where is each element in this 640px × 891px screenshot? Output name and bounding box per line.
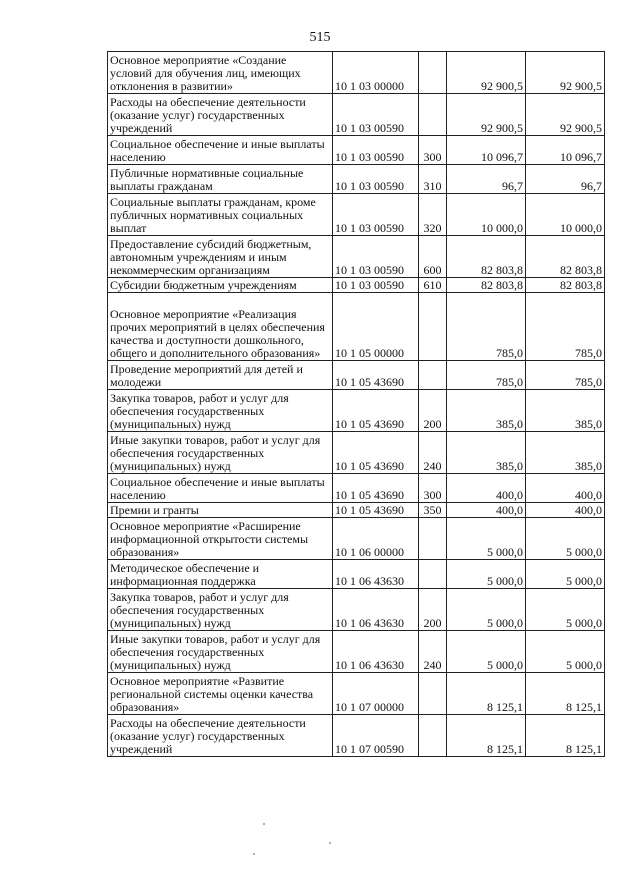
row-value-2: 785,0 (526, 293, 605, 361)
row-value-1: 5 000,0 (447, 560, 526, 589)
row-value-2: 8 125,1 (526, 673, 605, 715)
row-value-2: 8 125,1 (526, 715, 605, 757)
row-value-1: 8 125,1 (447, 673, 526, 715)
budget-table-body (108, 52, 605, 757)
row-code: 10 1 03 00590 (333, 136, 419, 165)
row-name: Основное мероприятие «Реализация прочих мероприятий в целях обеспечения качества и доступности дошкольного, общего и дополнительного образования» (108, 293, 333, 361)
row-vr: 350 (419, 503, 447, 518)
row-value-1: 10 096,7 (447, 136, 526, 165)
row-name: Основное мероприятие «Создание условий для обучения лиц, имеющих отклонения в развитии» (108, 52, 333, 94)
row-value-2: 5 000,0 (526, 560, 605, 589)
row-value-1: 92 900,5 (447, 52, 526, 94)
row-code: 10 1 07 00590 (333, 715, 419, 757)
row-code: 10 1 05 43690 (333, 474, 419, 503)
row-code: 10 1 03 00590 (333, 165, 419, 194)
row-value-1: 8 125,1 (447, 715, 526, 757)
table-row (108, 194, 605, 236)
row-value-2: 5 000,0 (526, 589, 605, 631)
table-row (108, 136, 605, 165)
row-vr (419, 361, 447, 390)
row-vr (419, 94, 447, 136)
scan-speck (253, 853, 255, 855)
page-number: 515 (309, 30, 331, 45)
table-row (108, 165, 605, 194)
row-value-2: 400,0 (526, 503, 605, 518)
row-name: Социальное обеспечение и иные выплаты населению (108, 136, 333, 165)
scan-speck (329, 842, 331, 844)
row-value-1: 82 803,8 (447, 278, 526, 293)
row-value-1: 400,0 (447, 503, 526, 518)
row-code: 10 1 03 00590 (333, 194, 419, 236)
row-code: 10 1 06 43630 (333, 560, 419, 589)
row-vr (419, 293, 447, 361)
row-value-2: 385,0 (526, 390, 605, 432)
row-name: Иные закупки товаров, работ и услуг для обеспечения государственных (муниципальных) нужд (108, 631, 333, 673)
table-row (108, 503, 605, 518)
row-value-2: 10 096,7 (526, 136, 605, 165)
row-vr: 200 (419, 390, 447, 432)
table-row (108, 432, 605, 474)
row-code: 10 1 03 00590 (333, 94, 419, 136)
row-code: 10 1 03 00590 (333, 278, 419, 293)
row-vr: 610 (419, 278, 447, 293)
table-row (108, 94, 605, 136)
row-code: 10 1 05 43690 (333, 361, 419, 390)
table-row (108, 390, 605, 432)
row-value-2: 92 900,5 (526, 94, 605, 136)
scan-speck (263, 823, 265, 825)
row-value-1: 385,0 (447, 390, 526, 432)
row-value-1: 785,0 (447, 361, 526, 390)
table-row (108, 631, 605, 673)
row-value-2: 82 803,8 (526, 236, 605, 278)
row-code: 10 1 05 43690 (333, 390, 419, 432)
row-value-1: 400,0 (447, 474, 526, 503)
row-name: Основное мероприятие «Развитие региональной системы оценки качества образования» (108, 673, 333, 715)
row-name: Проведение мероприятий для детей и молодежи (108, 361, 333, 390)
row-vr: 240 (419, 432, 447, 474)
row-code: 10 1 03 00000 (333, 52, 419, 94)
row-vr: 600 (419, 236, 447, 278)
table-row (108, 560, 605, 589)
row-name: Премии и гранты (108, 503, 333, 518)
row-value-2: 10 000,0 (526, 194, 605, 236)
row-value-1: 5 000,0 (447, 631, 526, 673)
row-value-2: 5 000,0 (526, 518, 605, 560)
row-value-1: 82 803,8 (447, 236, 526, 278)
row-value-2: 385,0 (526, 432, 605, 474)
row-code: 10 1 05 00000 (333, 293, 419, 361)
row-vr: 310 (419, 165, 447, 194)
row-vr: 240 (419, 631, 447, 673)
row-vr (419, 518, 447, 560)
row-code: 10 1 06 43630 (333, 631, 419, 673)
table-row (108, 589, 605, 631)
table-row (108, 518, 605, 560)
row-value-2: 82 803,8 (526, 278, 605, 293)
row-name: Публичные нормативные социальные выплаты гражданам (108, 165, 333, 194)
row-name: Субсидии бюджетным учреждениям (108, 278, 333, 293)
row-code: 10 1 06 43630 (333, 589, 419, 631)
row-vr (419, 560, 447, 589)
row-value-2: 92 900,5 (526, 52, 605, 94)
row-name: Расходы на обеспечение деятельности (оказание услуг) государственных учреждений (108, 715, 333, 757)
row-code: 10 1 06 00000 (333, 518, 419, 560)
row-value-2: 96,7 (526, 165, 605, 194)
table-row (108, 293, 605, 361)
row-name: Предоставление субсидий бюджетным, автономным учреждениям и иным некоммерческим организациям (108, 236, 333, 278)
table-row (108, 715, 605, 757)
table-row (108, 673, 605, 715)
table-row (108, 474, 605, 503)
row-code: 10 1 05 43690 (333, 432, 419, 474)
row-vr (419, 52, 447, 94)
row-value-2: 5 000,0 (526, 631, 605, 673)
row-value-2: 400,0 (526, 474, 605, 503)
row-value-1: 785,0 (447, 293, 526, 361)
row-value-1: 10 000,0 (447, 194, 526, 236)
row-vr: 320 (419, 194, 447, 236)
row-name: Социальное обеспечение и иные выплаты населению (108, 474, 333, 503)
row-value-1: 385,0 (447, 432, 526, 474)
row-code: 10 1 05 43690 (333, 503, 419, 518)
budget-table (107, 51, 605, 757)
table-row (108, 236, 605, 278)
row-code: 10 1 07 00000 (333, 673, 419, 715)
row-code: 10 1 03 00590 (333, 236, 419, 278)
row-name: Методическое обеспечение и информационная поддержка (108, 560, 333, 589)
row-vr (419, 715, 447, 757)
row-vr: 300 (419, 474, 447, 503)
table-row (108, 361, 605, 390)
row-name: Закупка товаров, работ и услуг для обеспечения государственных (муниципальных) нужд (108, 589, 333, 631)
row-name: Основное мероприятие «Расширение информационной открытости системы образования» (108, 518, 333, 560)
row-vr: 200 (419, 589, 447, 631)
row-value-1: 5 000,0 (447, 589, 526, 631)
table-row (108, 52, 605, 94)
row-name: Иные закупки товаров, работ и услуг для обеспечения государственных (муниципальных) нужд (108, 432, 333, 474)
row-name: Социальные выплаты гражданам, кроме публичных нормативных социальных выплат (108, 194, 333, 236)
row-vr: 300 (419, 136, 447, 165)
table-row (108, 278, 605, 293)
row-value-1: 96,7 (447, 165, 526, 194)
row-name: Расходы на обеспечение деятельности (оказание услуг) государственных учреждений (108, 94, 333, 136)
row-value-1: 5 000,0 (447, 518, 526, 560)
row-name: Закупка товаров, работ и услуг для обеспечения государственных (муниципальных) нужд (108, 390, 333, 432)
row-value-2: 785,0 (526, 361, 605, 390)
row-value-1: 92 900,5 (447, 94, 526, 136)
row-vr (419, 673, 447, 715)
